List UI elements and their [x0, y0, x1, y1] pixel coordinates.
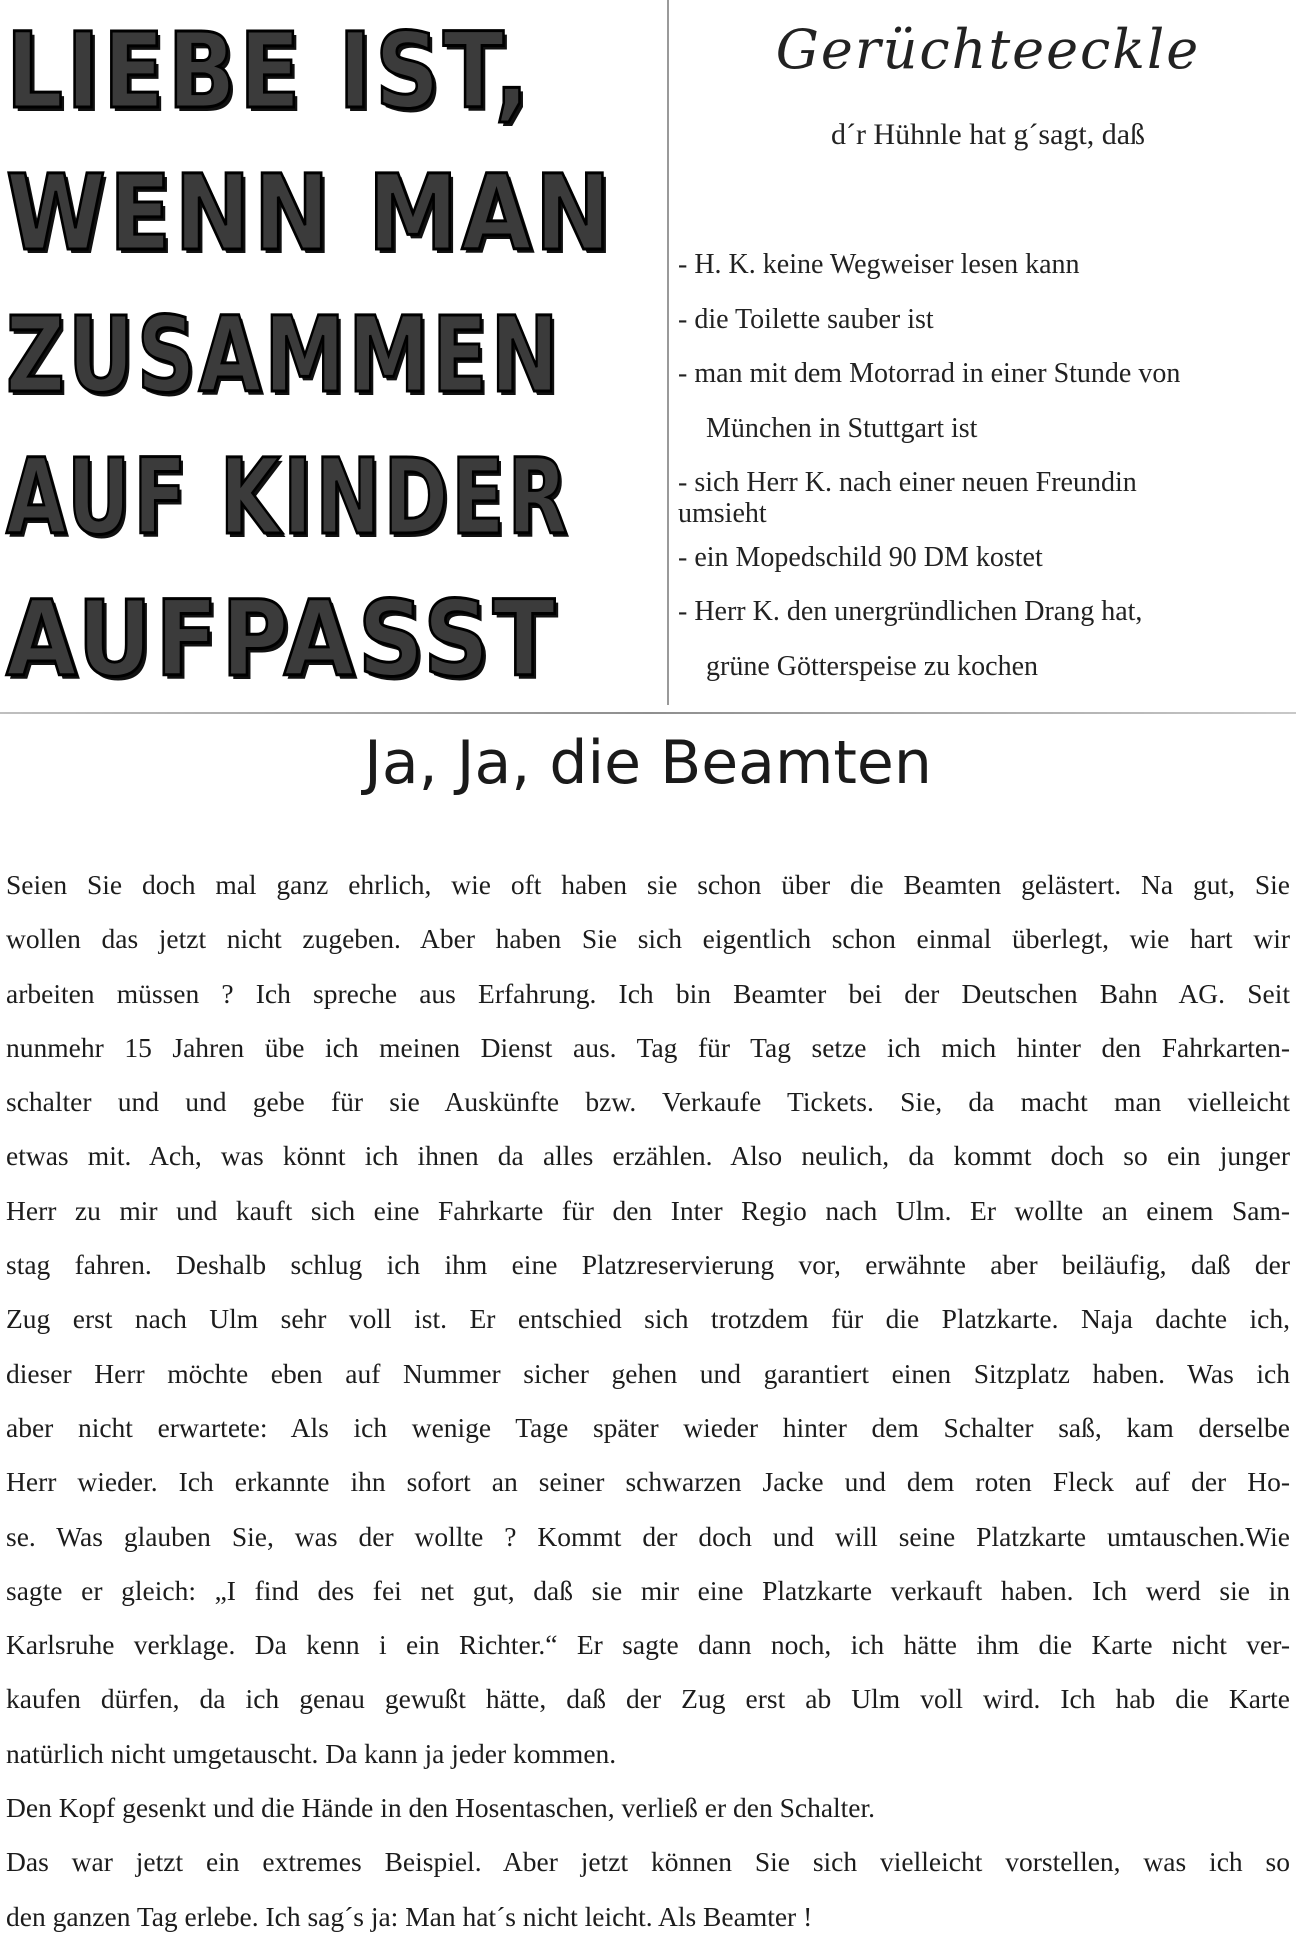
rumour-item [678, 585, 1288, 694]
article-line: se. Was glauben Sie, was der wollte ? Kommt der doch und will seine Platzkarte umtauschen.Wie [6, 1520, 1290, 1552]
article-line: schalter und und gebe für sie Auskünfte bzw. Verkaufe Tickets. Sie, da macht man vielleicht [6, 1086, 1290, 1118]
article-line: Das war jetzt ein extremes Beispiel. Aber jetzt können Sie sich vielleicht vorstellen, was ich so [6, 1846, 1290, 1878]
article-line: Herr zu mir und kauft sich eine Fahrkarte für den Inter Regio nach Ulm. Er wollte an einem Sam- [6, 1194, 1290, 1226]
article-line: dieser Herr möchte eben auf Nummer sicher gehen und garantiert einen Sitzplatz haben. Was ich [6, 1357, 1290, 1389]
rumour-item-continuation: umsieht [678, 497, 767, 529]
headline-line-2: WENN MAN [6, 152, 615, 274]
rumour-item [678, 347, 1288, 456]
rumour-item-text: - sich Herr K. nach einer neuen Freundin [678, 467, 1137, 498]
vertical-divider [667, 0, 669, 705]
rumour-item-continuation: grüne Götterspeise zu kochen [706, 650, 1038, 682]
article-line: Zug erst nach Ulm sehr voll ist. Er entschied sich trotzdem für die Platzkarte. Naja dachte ich, [6, 1303, 1290, 1335]
article-body [6, 858, 1290, 1944]
article-line: natürlich nicht umgetauscht. Da kann ja jeder kommen. [6, 1737, 617, 1769]
article-line: etwas mit. Ach, was könnt ich ihnen da alles erzählen. Also neulich, da kommt doch so ein junger [6, 1140, 1290, 1172]
rumour-item [678, 238, 1288, 293]
headline-line-4: AUF KINDER [6, 436, 571, 558]
rumour-item [678, 531, 1288, 586]
article-line: Karlsruhe verklage. Da kenn i ein Richter.“ Er sagte dann noch, ich hätte ihm die Karte nicht ver- [6, 1629, 1290, 1661]
article-line: kaufen dürfen, da ich genau gewußt hätte, daß der Zug erst ab Ulm voll wird. Ich hab die Karte [6, 1683, 1290, 1715]
rumour-item-text: - Herr K. den unergründlichen Drang hat, [678, 596, 1143, 627]
article-line: den ganzen Tag erlebe. Ich sag´s ja: Man hat´s nicht leicht. Als Beamter ! [6, 1900, 813, 1932]
rumour-item-continuation: München in Stuttgart ist [706, 412, 978, 444]
rumour-item [678, 456, 1288, 531]
headline [6, 0, 656, 700]
rumour-item-text: - die Toilette sauber ist [678, 303, 934, 335]
rumour-list [678, 238, 1288, 694]
article-line: stag fahren. Deshalb schlug ich ihm eine Platzreservierung vor, erwähnte aber beiläufig, daß der [6, 1249, 1290, 1281]
rumour-item-text: - ein Mopedschild 90 DM kostet [678, 541, 1043, 573]
rumour-item-text: - H. K. keine Wegweiser lesen kann [678, 249, 1080, 280]
rumour-item [678, 293, 1288, 348]
rumour-corner [678, 18, 1288, 698]
article-line: nunmehr 15 Jahren übe ich meinen Dienst aus. Tag für Tag setze ich mich hinter den Fahrkarten- [6, 1031, 1290, 1063]
rumour-item-text: - man mit dem Motorrad in einer Stunde von [678, 358, 1181, 389]
article-line: Den Kopf gesenkt und die Hände in den Hosentaschen, verließ er den Schalter. [6, 1792, 876, 1824]
headline-line-5: AUFPASST [6, 578, 559, 700]
article-title: Ja, Ja, die Beamten [364, 728, 932, 798]
horizontal-divider [0, 712, 1296, 714]
article-line: aber nicht erwartete: Als ich wenige Tage später wieder hinter dem Schalter saß, kam derselbe [6, 1411, 1290, 1443]
article-line: sagte er gleich: „I find des fei net gut, daß sie mir eine Platzkarte verkauft haben. Ich werd sie in [6, 1574, 1290, 1606]
headline-line-1: LIEBE IST, [6, 10, 533, 132]
rumour-intro: d´r Hühnle hat g´sagt, daß [830, 118, 1146, 151]
headline-line-3: ZUSAMMEN [6, 294, 562, 416]
article-line: arbeiten müssen ? Ich spreche aus Erfahrung. Ich bin Beamter bei der Deutschen Bahn AG. Seit [6, 977, 1290, 1009]
article-line: Herr wieder. Ich erkannte ihn sofort an seiner schwarzen Jacke und dem roten Fleck auf der Ho- [6, 1466, 1290, 1498]
article-line: wollen das jetzt nicht zugeben. Aber haben Sie sich eigentlich schon einmal überlegt, wie hart wir [6, 923, 1290, 955]
rumour-title: Gerüchteeckle [775, 18, 1201, 81]
article-line: Seien Sie doch mal ganz ehrlich, wie oft haben sie schon über die Beamten gelästert. Na gut, Sie [6, 869, 1290, 900]
